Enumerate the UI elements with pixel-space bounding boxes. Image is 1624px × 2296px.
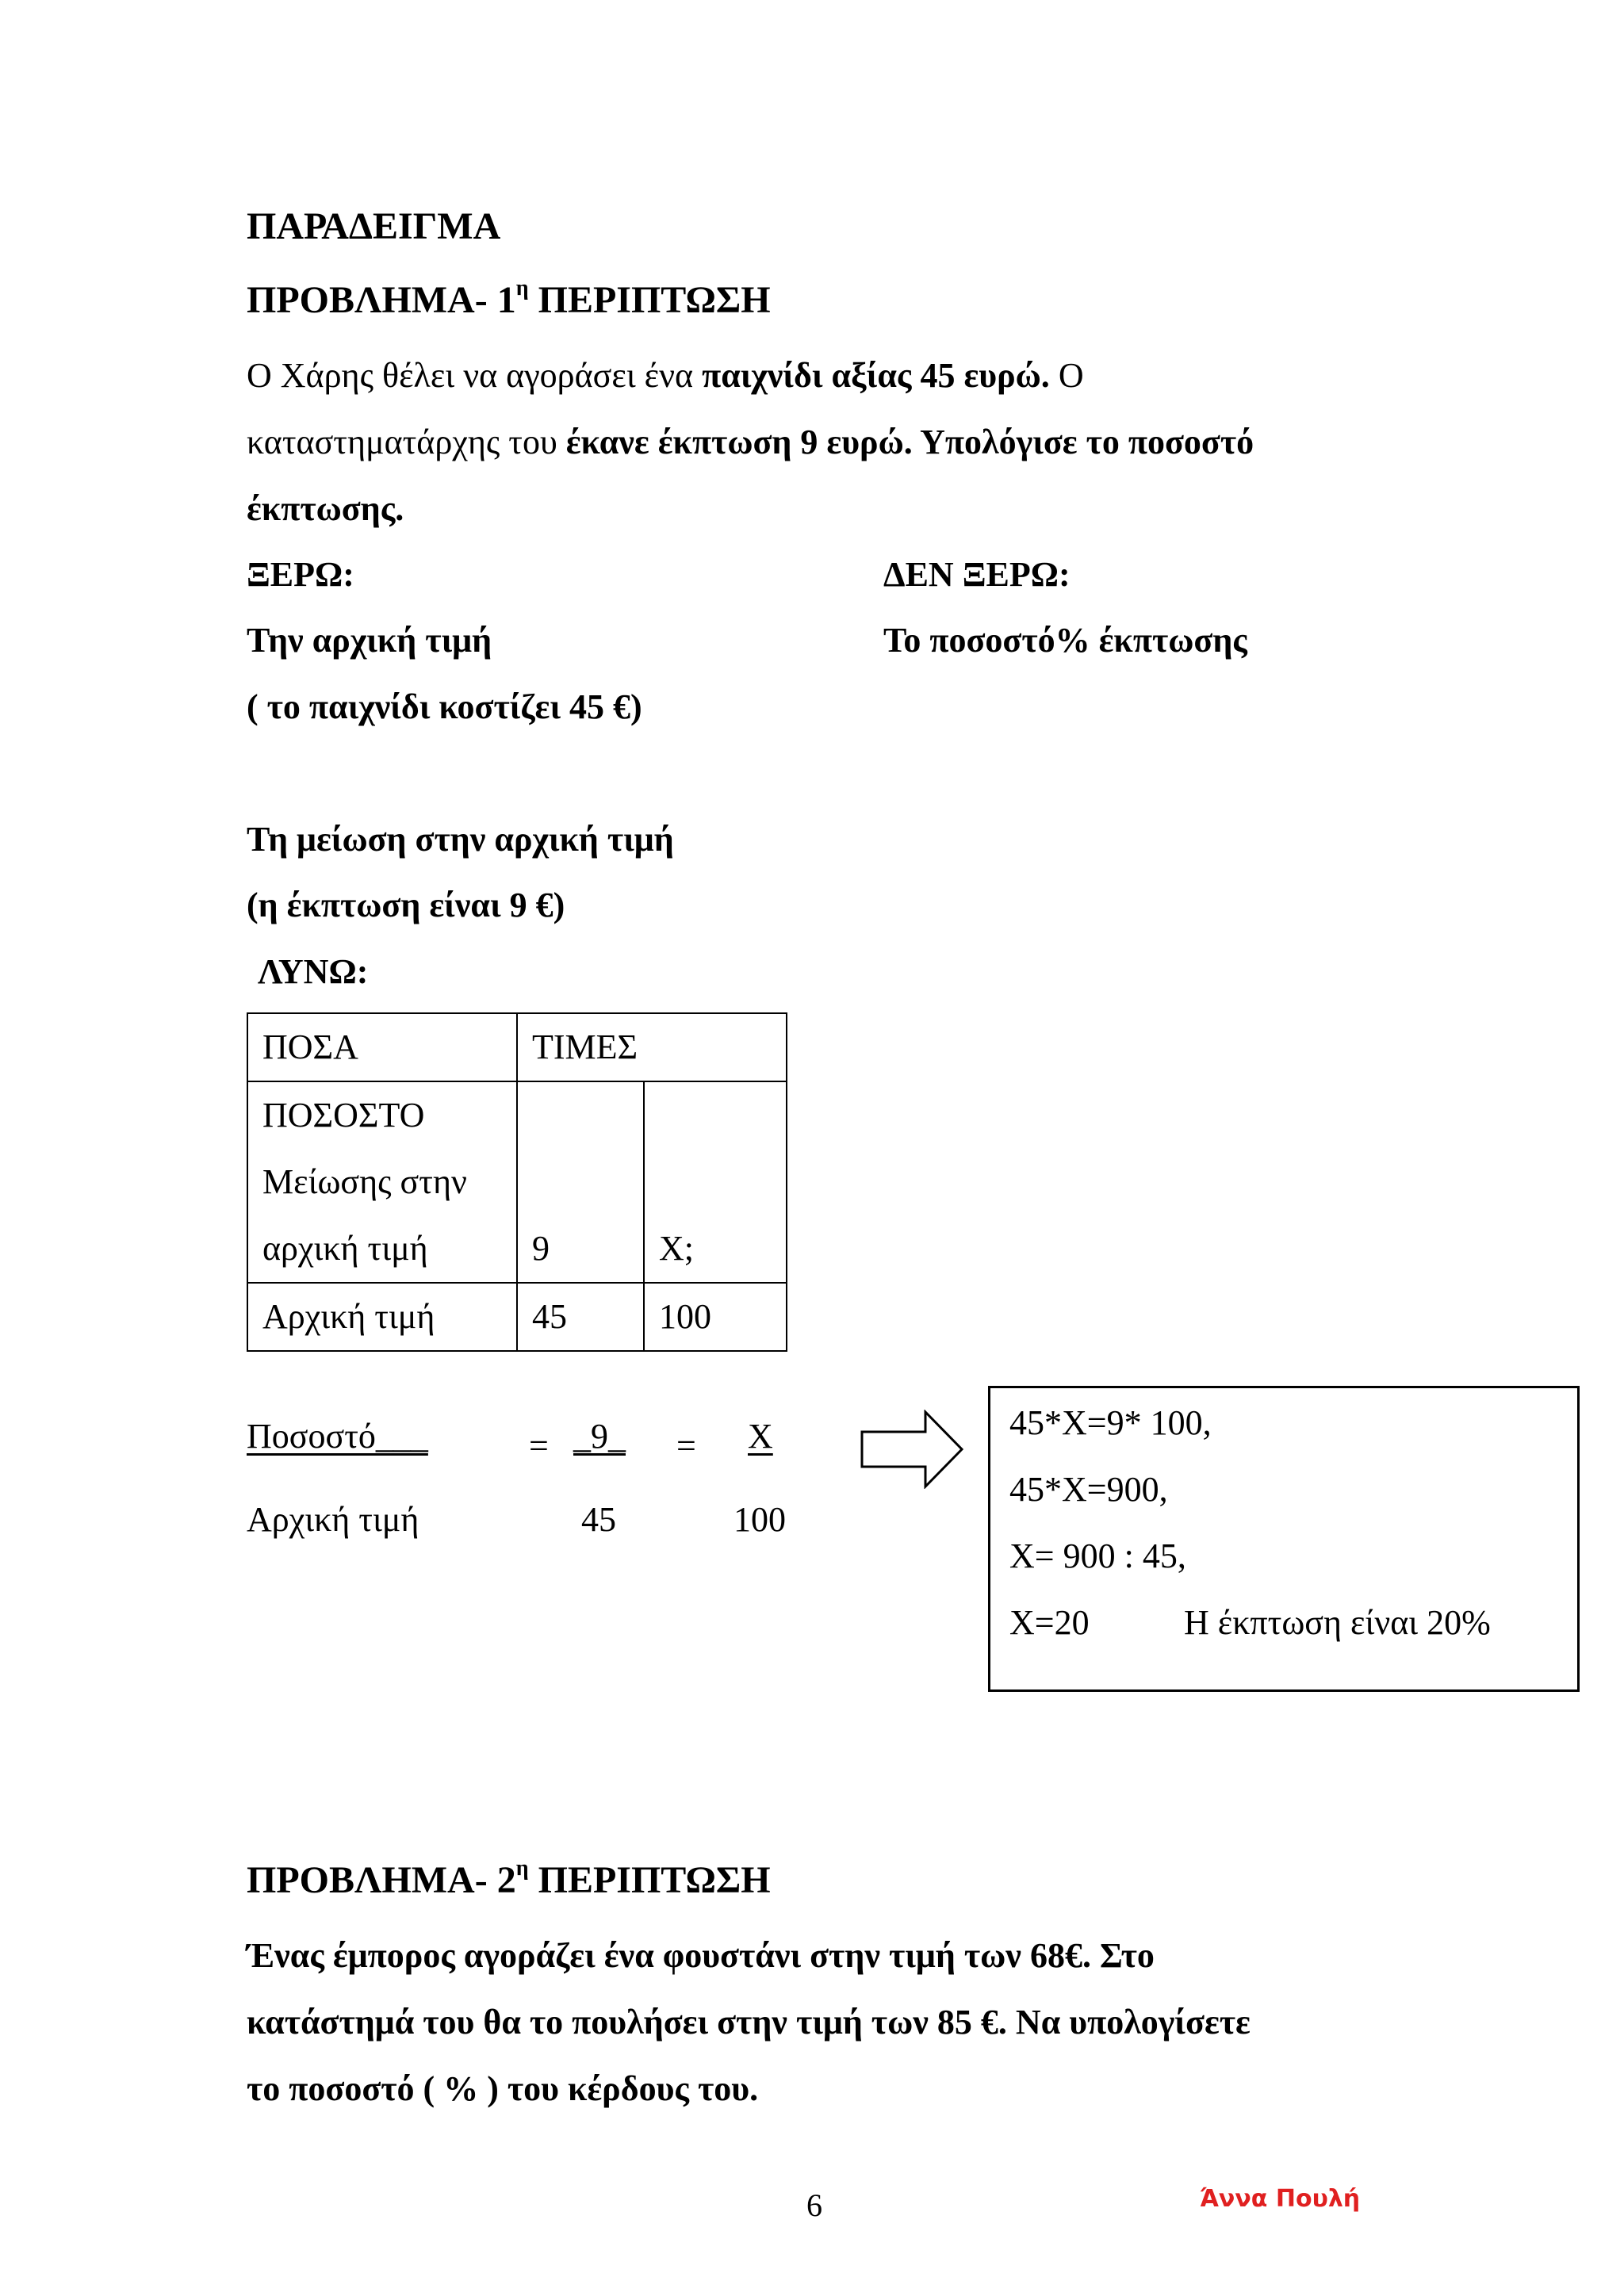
known-line2: ( το παιχνίδι κοστίζει 45 €) [247, 687, 642, 726]
unknown-label: ΔΕΝ ΞΕΡΩ: [883, 555, 1071, 594]
unknown-line1: Το ποσοστό% έκπτωσης [883, 621, 1247, 660]
result-line4-answer: Η έκπτωση είναι 20% [1184, 1603, 1491, 1642]
table-row1-value1: 9 [517, 1081, 644, 1283]
table-row2-value1: 45 [517, 1283, 644, 1351]
problem2-title-suffix: ΠΕΡΙΠΤΩΣΗ [528, 1859, 771, 1901]
proportion-denominator-1: 45 [581, 1500, 616, 1539]
problem1-line2-bold: έκανε έκπτωση 9 ευρώ. Υπολόγισε το ποσοστό [565, 423, 1254, 461]
table-header-row [247, 1013, 787, 1081]
result-line3: Χ= 900 : 45, [1009, 1536, 1186, 1575]
table-row1-label-line2: Μείωσης στην [262, 1162, 467, 1201]
problem2-title [247, 1856, 771, 1901]
table-row1-label [247, 1081, 517, 1283]
equals-sign-1: = [529, 1426, 549, 1465]
equals-sign-2: = [676, 1426, 696, 1465]
result-box [988, 1386, 1580, 1692]
problem1-title-suffix: ΠΕΡΙΠΤΩΣΗ [528, 279, 771, 321]
known-line1: Την αρχική τιμή [247, 621, 492, 660]
page-heading: ΠΑΡΑΔΕΙΓΜΑ [247, 205, 501, 247]
problem1-line2 [247, 425, 1254, 460]
table-header-times: ΤΙΜΕΣ [517, 1013, 787, 1081]
table-row2-label: Αρχική τιμή [247, 1283, 517, 1351]
author-name: Άννα Πουλή [1200, 2185, 1361, 2213]
problem1-title-text: ΠΡΟΒΛΗΜΑ- 1 [247, 279, 516, 321]
result-line2: 45*Χ=900, [1009, 1470, 1168, 1509]
known-line4: (η έκπτωση είναι 9 €) [247, 886, 565, 924]
table-row [247, 1081, 787, 1283]
problem1-title [247, 276, 771, 321]
proportion-numerator-2: Χ [748, 1417, 773, 1456]
known-line3: Τη μείωση στην αρχική τιμή [247, 820, 674, 859]
table-row1-label-line1: ΠΟΣΟΣΤΟ [262, 1096, 425, 1135]
right-arrow-icon [860, 1410, 965, 1489]
problem1-line1-end: Ο [1049, 356, 1084, 395]
problem1-line3: έκπτωσης. [247, 489, 404, 528]
result-line1: 45*Χ=9* 100, [1009, 1403, 1212, 1442]
table-row2-value2: 100 [644, 1283, 787, 1351]
problem1-line1 [247, 358, 1084, 393]
problem2-line1: Ένας έμπορος αγοράζει ένα φουστάνι στην τιμή των 68€. Στο [247, 1936, 1155, 1975]
problem2-line2: κατάστημά του θα το πουλήσει στην τιμή των 85 €. Να υπολογίσετε [247, 2003, 1251, 2042]
table-row1-value2: Χ; [644, 1081, 787, 1283]
result-line4-x: Χ=20 [1009, 1603, 1090, 1642]
known-label: ΞΕΡΩ: [247, 555, 354, 594]
proportion-denominator-label: Αρχική τιμή [247, 1500, 419, 1539]
table-row [247, 1283, 787, 1351]
problem2-line3: το ποσοστό ( % ) του κέρδους του. [247, 2069, 759, 2108]
solution-table [247, 1012, 787, 1352]
problem1-title-sup: η [515, 276, 529, 300]
problem1-line2-text: καταστηματάρχης του [247, 423, 566, 461]
proportion-denominator-2: 100 [733, 1500, 786, 1539]
page-number: 6 [806, 2187, 822, 2223]
problem2-title-sup: η [515, 1856, 529, 1881]
solve-label: ΛΥΝΩ: [258, 952, 369, 991]
problem1-line1-text: Ο Χάρης θέλει να αγοράσει ένα [247, 356, 703, 395]
table-row1-label-line3: αρχική τιμή [262, 1229, 428, 1268]
proportion-numerator-1: _9_ [573, 1417, 626, 1456]
table-header-posa: ΠΟΣΑ [247, 1013, 517, 1081]
problem2-title-text: ΠΡΟΒΛΗΜΑ- 2 [247, 1859, 516, 1901]
proportion-numerator-label: Ποσοστό___ [247, 1417, 428, 1456]
problem1-line1-bold: παιχνίδι αξίας 45 ευρώ. [702, 356, 1050, 395]
